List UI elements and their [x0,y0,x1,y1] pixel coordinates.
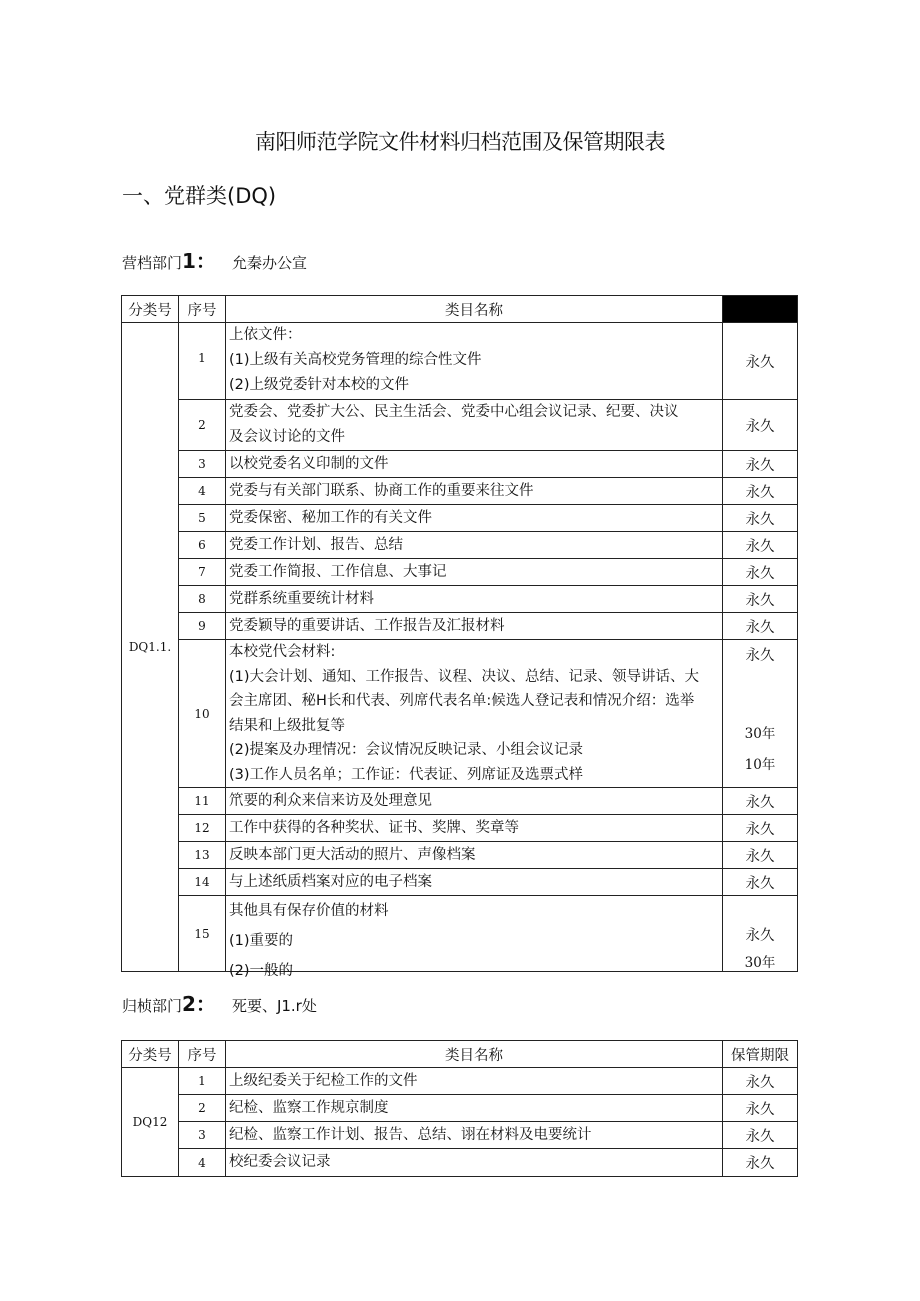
line: 反映本部门更大活动的照片、声像档案 [229,846,476,863]
seq-cell: 3 [179,1122,226,1149]
department-1-label: 营档部门 [122,254,183,272]
table-row [122,896,798,972]
table-row [122,400,798,451]
classification-cell: DQ12 [122,1068,179,1177]
department-2-line [122,988,317,1017]
retention-cell: 永久 [723,586,798,613]
table-row [122,323,798,400]
header-classification: 分类号 [122,1041,179,1068]
section-heading: 一、党群类(DQ) [122,184,277,208]
department-1-number: 1： [182,249,216,273]
category-cell: 上级纪委关于纪检工作的文件 [226,1068,723,1095]
table-row [122,613,798,640]
seq-cell: 13 [179,842,226,869]
retention-cell: 永久 [723,1068,798,1095]
seq-cell: 9 [179,613,226,640]
header-seq: 序号 [179,1041,226,1068]
line: 工作中获得的各种奖状、证书、奖牌、奖章等 [229,819,519,836]
table-row [122,788,798,815]
seq-cell: 7 [179,559,226,586]
seq-cell: 15 [179,896,226,972]
retention-cell: 永久 [723,559,798,586]
table-row [122,478,798,505]
category-cell [226,788,723,815]
line: 笊要的利众来信来访及处理意见 [229,792,432,809]
seq-cell: 2 [179,400,226,451]
table-row [122,869,798,896]
line: 会主席团、秘H长和代表、列席代表名单:候选人登记表和情况介绍：选举 [229,693,695,709]
category-cell [226,532,723,559]
department-2-number: 2： [182,992,216,1016]
header-retention [723,296,798,323]
seq-cell: 2 [179,1095,226,1122]
table-row [122,532,798,559]
line: 党委保密、秘加工作的有关文件 [229,509,432,526]
line: 结果和上级批复等 [229,717,345,734]
line: 上依文件： [229,327,302,343]
header-retention: 保管期限 [723,1041,798,1068]
line: (2)上级党委针对本校的文件 [229,377,410,393]
document-title: 南阳师范学院文件材料归档范围及保管期限表 [255,130,665,154]
line: 本校党代会材料: [229,644,336,660]
category-cell: 纪检、监察工作计划、报告、总结、诩在材料及电要统计 [226,1122,723,1149]
seq-cell: 1 [179,323,226,400]
line: 党委工作计划、报告、总结 [229,536,403,553]
retention-value: 10年 [744,757,776,773]
category-cell [226,505,723,532]
retention-cell: 永久 [723,613,798,640]
retention-value: 永久 [745,648,775,664]
header-seq: 序号 [179,296,226,323]
category-cell [226,613,723,640]
retention-cell: 永久 [723,1122,798,1149]
table-row [122,1095,798,1122]
retention-cell [723,640,798,788]
table-header-row [122,1041,798,1068]
line: 党委与有关部门联系、协商工作的重要来往文件 [229,482,534,499]
archive-table-2 [121,1040,798,1177]
retention-cell: 永久 [723,788,798,815]
line: (1)上级有关高校党务管理的综合性文件 [229,352,482,368]
retention-cell: 永久 [723,869,798,896]
department-2-label: 归桢部门 [122,997,183,1015]
line: (1)重要的 [229,933,294,949]
table-row [122,815,798,842]
retention-value: 30年 [744,726,776,742]
retention-cell: 永久 [723,1095,798,1122]
seq-cell: 4 [179,478,226,505]
category-cell [226,478,723,505]
seq-cell: 3 [179,451,226,478]
category-cell [226,896,723,979]
category-cell: 纪检、监察工作规京制度 [226,1095,723,1122]
line: 党委工作简报、工作信息、大事记 [229,563,447,580]
table-row [122,640,798,788]
line: 及会议讨论的文件 [229,429,345,445]
archive-table-1 [121,295,798,979]
retention-cell: 永久 [723,323,798,400]
retention-cell: 永久 [723,505,798,532]
table-row [122,1149,798,1177]
category-cell [226,586,723,613]
seq-cell: 1 [179,1068,226,1095]
retention-cell: 永久 [723,478,798,505]
table-row [122,842,798,869]
line: 以校党委名义印制的文件 [229,455,389,472]
seq-cell: 5 [179,505,226,532]
retention-cell: 永久 [723,1149,798,1177]
header-classification: 分类号 [122,296,179,323]
table-row [122,505,798,532]
seq-cell: 6 [179,532,226,559]
department-1-name: 允秦办公宣 [231,254,307,272]
seq-cell: 14 [179,869,226,896]
retention-cell: 永久 [723,400,798,451]
category-cell [226,400,723,451]
header-category: 类目名称 [226,296,723,323]
department-2-name: 死要、J1.r处 [231,997,317,1015]
line: 党委会、党委扩大公、民主生活会、党委中心组会议记录、纪要、决议 [229,404,679,420]
seq-cell: 8 [179,586,226,613]
seq-cell: 11 [179,788,226,815]
seq-cell: 12 [179,815,226,842]
retention-cell: 永久 [723,532,798,559]
line: (3)工作人员名单；工作证：代表证、列席证及选票式样 [229,766,584,783]
table-row [122,1122,798,1149]
retention-cell: 永久 [723,815,798,842]
retention-cell: 永久 [723,842,798,869]
retention-cell [723,896,798,972]
category-cell [226,559,723,586]
category-cell [226,842,723,869]
line: 其他具有保存价值的材料 [229,903,389,919]
line: (1)大会计划、通知、工作报告、议程、决议、总结、记录、领导讲话、大 [229,668,700,685]
seq-cell: 4 [179,1149,226,1177]
header-category: 类目名称 [226,1041,723,1068]
line: (2)提案及办理情况：会议情况反映记录、小组会议记录 [229,742,584,758]
category-cell [226,869,723,896]
table-row [122,559,798,586]
seq-cell: 10 [179,640,226,788]
retention-value: 永久 [745,928,775,944]
category-cell [226,640,723,788]
classification-cell: DQ1.1. [122,323,179,972]
retention-value: 30年 [744,955,776,971]
line: 党委颖导的重要讲话、工作报告及汇报材料 [229,617,505,634]
department-1-line [122,245,307,274]
category-cell [226,815,723,842]
category-cell [226,323,723,400]
line: 与上述纸质档案对应的电子档案 [229,873,432,890]
table-row [122,1068,798,1095]
table-row [122,586,798,613]
table-row [122,451,798,478]
line: (2)一般的 [229,963,294,979]
category-cell: 校纪委会议记录 [226,1149,723,1177]
retention-cell: 永久 [723,451,798,478]
category-cell [226,451,723,478]
table-header-row [122,296,798,323]
line: 党群系统重要统计材料 [229,590,374,607]
